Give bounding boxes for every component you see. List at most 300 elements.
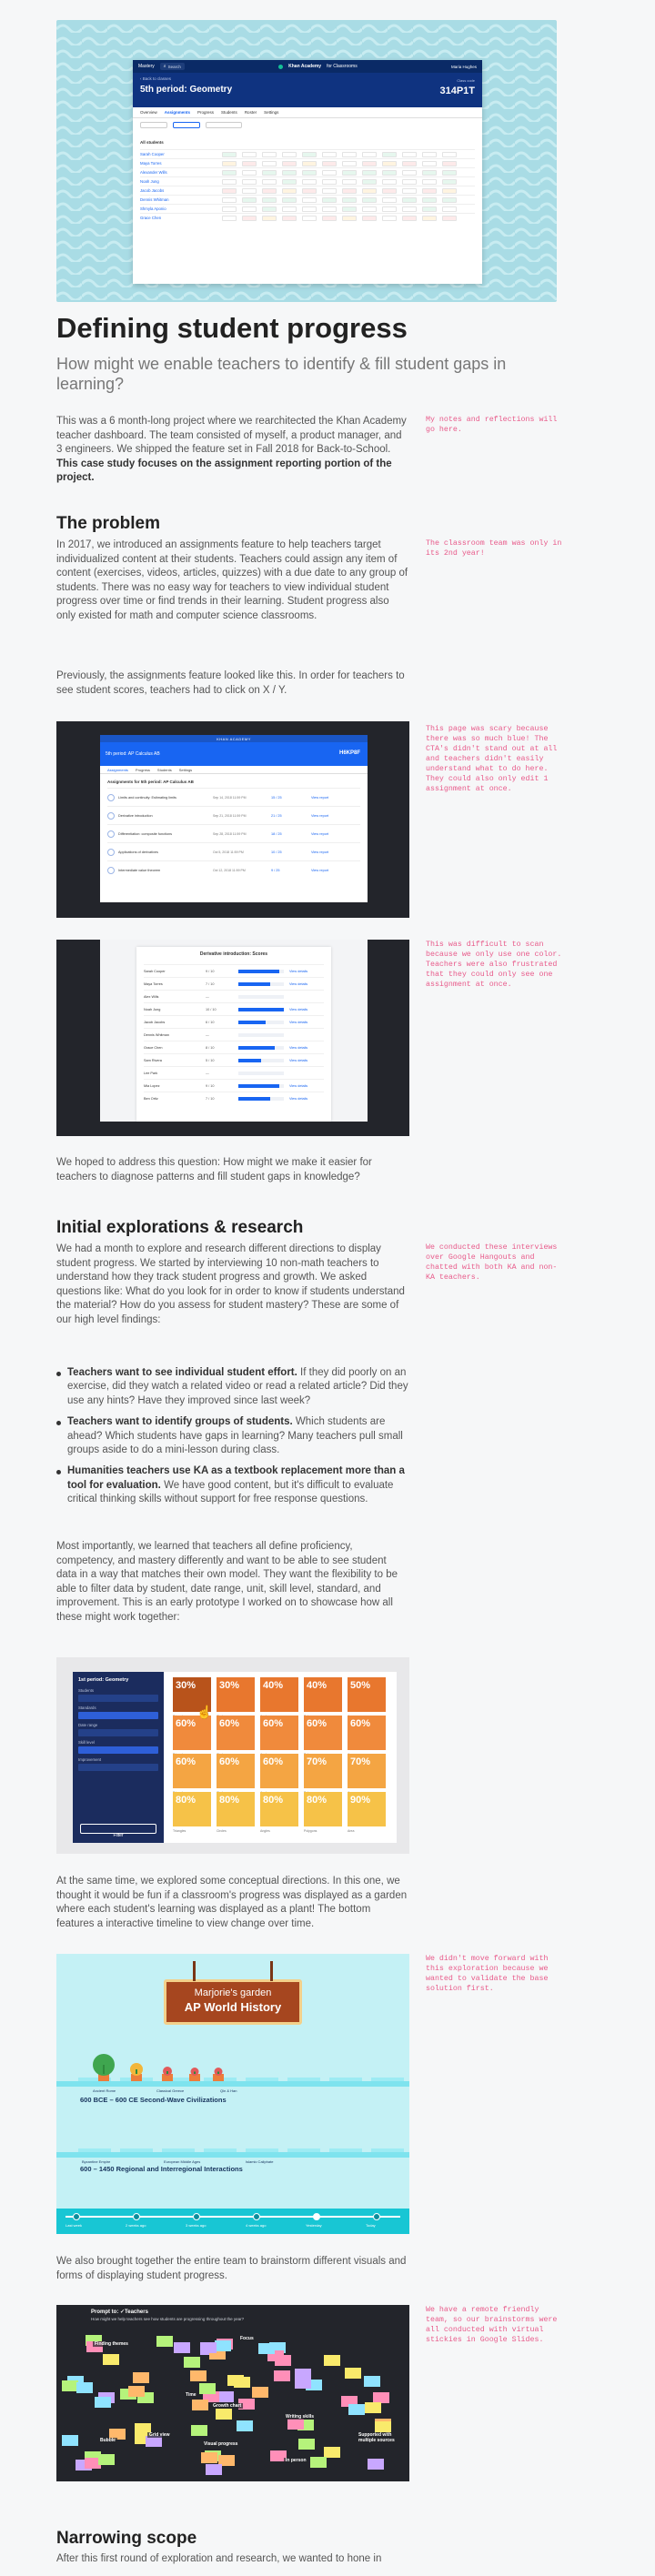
hero-score-cell[interactable] xyxy=(442,170,457,176)
hero-score-cell[interactable] xyxy=(442,197,457,203)
scores-link[interactable]: View details xyxy=(289,1096,308,1101)
hero-score-cell[interactable] xyxy=(342,197,357,203)
screen1-row-link[interactable]: View report xyxy=(311,813,329,818)
hero-score-cell[interactable] xyxy=(362,152,377,157)
prototype-grid-cell[interactable] xyxy=(260,1677,298,1712)
note-problem: The classroom team was only in its 2nd year! xyxy=(426,539,562,558)
hero-score-cell[interactable] xyxy=(442,206,457,212)
prototype-grid-cell[interactable] xyxy=(217,1792,255,1833)
hero-score-cell[interactable] xyxy=(242,197,257,203)
hero-score-cell[interactable] xyxy=(262,170,277,176)
hero-filter-1[interactable] xyxy=(140,122,167,128)
screen1-row-score[interactable]: 10 / 25 xyxy=(271,850,282,854)
hero-student-row[interactable] xyxy=(140,158,475,167)
hero-score-cell[interactable] xyxy=(422,161,437,166)
scores-bar-track xyxy=(238,995,284,999)
hero-student-name[interactable]: Sarah Cooper xyxy=(140,152,165,156)
screen1-row-date: Oct 5, 2018 11:59 PM xyxy=(213,850,244,854)
scores-bar-fill xyxy=(238,1021,266,1024)
hero-student-row[interactable] xyxy=(140,186,475,195)
hero-score-cell[interactable] xyxy=(382,161,397,166)
screen1-logo: KHAN ACADEMY xyxy=(217,736,251,741)
hero-score-cell[interactable] xyxy=(262,216,277,221)
screen1-row-score[interactable]: 9 / 25 xyxy=(271,868,280,872)
scores-student: Sam Rivera xyxy=(144,1058,162,1062)
scores-bar-fill xyxy=(238,970,279,973)
screen1-row-link[interactable]: View report xyxy=(311,868,329,872)
hero-score-cell[interactable] xyxy=(362,206,377,212)
scores-student: Lee Park xyxy=(144,1071,158,1075)
prototype-grid-cell[interactable] xyxy=(260,1754,298,1788)
hero-score-cell[interactable] xyxy=(362,197,377,203)
hero-nav-mastery[interactable]: Mastery xyxy=(138,64,155,69)
hero-user[interactable]: Maria Hughes xyxy=(450,64,477,69)
hero-score-cell[interactable] xyxy=(382,188,397,194)
garden-bed xyxy=(287,2078,320,2081)
screen1-row[interactable] xyxy=(107,788,360,806)
ka-logo-icon xyxy=(278,65,283,69)
scores-bar-track xyxy=(238,1084,284,1088)
brainstorm-label: Supported with multiple sources xyxy=(357,2432,409,2443)
scores-link[interactable]: View details xyxy=(289,1020,308,1024)
assignment-icon xyxy=(107,849,115,856)
prototype-cell-caption: Polygons xyxy=(304,1829,317,1833)
scores-bar-fill xyxy=(238,1059,261,1062)
scores-bar-track xyxy=(238,1021,284,1024)
scores-value: 7 / 10 xyxy=(206,1096,215,1101)
scores-bar-track xyxy=(238,1046,284,1050)
prototype-grid-cell[interactable] xyxy=(304,1677,342,1712)
old-scores-window xyxy=(100,940,368,1122)
hero-score-cell[interactable] xyxy=(382,179,397,185)
brainstorm-label: Bubble xyxy=(100,2438,116,2443)
prototype-grid-cell[interactable] xyxy=(348,1716,386,1750)
hero-student-name[interactable]: Alexander Wills xyxy=(140,170,167,175)
scores-link[interactable]: View details xyxy=(289,1045,308,1050)
screen1-row-link[interactable]: View report xyxy=(311,795,329,800)
hero-student-row[interactable] xyxy=(140,176,475,186)
brainstorm-prompt-title: Prompt to: ✓Teachers xyxy=(91,2309,148,2315)
scores-link[interactable]: View details xyxy=(289,969,308,973)
garden-plant-label: Ancient Rome xyxy=(93,2088,116,2093)
timeline-dot[interactable] xyxy=(253,2213,260,2220)
intro-bold: This case study focuses on the assignment reporting portion of the project. xyxy=(56,458,392,484)
prototype-filter-select[interactable] xyxy=(78,1764,158,1771)
scores-student: Dennis Whitman xyxy=(144,1032,169,1037)
hero-student-row[interactable] xyxy=(140,213,475,222)
scores-value: 9 / 10 xyxy=(206,1083,215,1088)
garden-plant-label: European Middle Ages xyxy=(164,2159,201,2164)
sticky-note xyxy=(365,2402,381,2413)
hero-score-cell[interactable] xyxy=(282,152,297,157)
hero-score-cell[interactable] xyxy=(302,170,317,176)
prototype-grid-cell[interactable] xyxy=(260,1792,298,1833)
hero-score-cell[interactable] xyxy=(322,216,337,221)
sticky-note xyxy=(368,2459,384,2470)
prototype-cell-value: 90% xyxy=(350,1795,371,1806)
hero-score-cell[interactable] xyxy=(382,197,397,203)
hero-score-cell[interactable] xyxy=(222,170,237,176)
hero-student-row[interactable] xyxy=(140,195,475,204)
screen1-class-name: 5th period: AP Calculus AB xyxy=(106,751,160,757)
scores-row[interactable] xyxy=(144,964,324,977)
prototype-grid-cell[interactable] xyxy=(260,1716,298,1750)
scores-row[interactable] xyxy=(144,1028,324,1041)
scores-row[interactable] xyxy=(144,1002,324,1015)
prototype-cell-value: 30% xyxy=(176,1680,196,1691)
sticky-note xyxy=(200,2342,217,2353)
hero-score-cell[interactable] xyxy=(222,197,237,203)
hero-score-cell[interactable] xyxy=(402,216,417,221)
prototype-grid-cell[interactable] xyxy=(173,1716,211,1750)
scores-value: — xyxy=(206,994,209,999)
screen1-tab[interactable]: Progress xyxy=(135,767,150,772)
hero-score-cell[interactable] xyxy=(402,179,417,185)
prototype-grid-cell[interactable] xyxy=(348,1792,386,1833)
hero-image xyxy=(56,20,557,302)
hero-score-cell[interactable] xyxy=(362,216,377,221)
prototype-grid-cell[interactable] xyxy=(173,1754,211,1788)
hero-score-cell[interactable] xyxy=(382,216,397,221)
sticky-note xyxy=(103,2354,119,2365)
prototype-grid-cell[interactable] xyxy=(217,1754,255,1788)
prototype-grid-cell[interactable] xyxy=(304,1754,342,1788)
screen1-row-title[interactable]: Applications of derivatives xyxy=(118,850,158,854)
hero-tab[interactable]: Progress xyxy=(197,110,215,115)
hero-score-cell[interactable] xyxy=(222,206,237,212)
hero-score-cell[interactable] xyxy=(322,170,337,176)
note-garden: We didn't move forward with this exploration because we wanted to validate the base solution first. xyxy=(426,1955,549,1993)
prototype-grid-row xyxy=(173,1754,391,1788)
hero-score-cell[interactable] xyxy=(422,216,437,221)
scores-row[interactable] xyxy=(144,1041,324,1053)
scores-value: — xyxy=(206,1032,209,1037)
sticky-note xyxy=(215,2340,231,2351)
hero-back-link[interactable]: ‹ Back to classes xyxy=(140,76,172,81)
screen1-row-date: Sep 14, 2018 11:59 PM xyxy=(213,795,247,800)
garden-illustration xyxy=(56,1954,409,2234)
hero-search-label: Search xyxy=(167,64,181,69)
scores-row[interactable] xyxy=(144,1053,324,1066)
hero-score-cell[interactable] xyxy=(262,197,277,203)
timeline-label: 3 weeks ago xyxy=(186,2223,207,2228)
problem-paragraph-2: Previously, the assignments feature looked like this. In order for teachers to see student scores, teachers had to click on X / Y. xyxy=(56,670,405,696)
hero-score-cell[interactable] xyxy=(382,206,397,212)
prototype-filter-label: Standards xyxy=(78,1706,96,1710)
scores-link[interactable]: View details xyxy=(289,1058,308,1062)
old-scores-screenshot xyxy=(56,940,409,1136)
brainstorm-stickies xyxy=(56,2305,409,2481)
hero-score-cell[interactable] xyxy=(242,152,257,157)
hero-score-cell[interactable] xyxy=(322,206,337,212)
screen1-tab[interactable]: Students xyxy=(156,767,172,772)
prototype-cell-caption: Circles xyxy=(217,1829,227,1833)
hero-score-cell[interactable] xyxy=(442,161,457,166)
hero-score-cell[interactable] xyxy=(402,170,417,176)
hero-score-cell[interactable] xyxy=(282,161,297,166)
scores-student: Sarah Cooper xyxy=(144,969,166,973)
prototype-grid xyxy=(173,1677,391,1833)
screen1-row[interactable] xyxy=(107,842,360,860)
hero-score-cell[interactable] xyxy=(222,161,237,166)
scores-link[interactable]: View details xyxy=(289,1007,308,1011)
hero-student-row[interactable] xyxy=(140,167,475,176)
hero-score-cell[interactable] xyxy=(402,152,417,157)
prototype-grid-cell[interactable] xyxy=(217,1677,255,1712)
hero-student-row[interactable] xyxy=(140,149,475,158)
hero-score-cell[interactable] xyxy=(282,179,297,185)
hero-score-cell[interactable] xyxy=(362,161,377,166)
hero-score-cell[interactable] xyxy=(222,216,237,221)
hero-score-cell[interactable] xyxy=(422,197,437,203)
heading-explorations: Initial explorations & research xyxy=(56,1218,304,1237)
hero-score-cell[interactable] xyxy=(322,179,337,185)
screen1-row-link[interactable]: View report xyxy=(311,831,329,836)
scores-row[interactable] xyxy=(144,1066,324,1079)
hero-score-cell[interactable] xyxy=(422,188,437,194)
hero-score-cell[interactable] xyxy=(342,170,357,176)
hero-score-cell[interactable] xyxy=(422,152,437,157)
hero-score-cell[interactable] xyxy=(362,179,377,185)
hero-score-cell[interactable] xyxy=(262,179,277,185)
scores-row[interactable] xyxy=(144,977,324,990)
hero-student-name[interactable]: Maya Torres xyxy=(140,161,162,166)
old-assignments-window xyxy=(100,735,368,902)
hero-score-cell[interactable] xyxy=(282,216,297,221)
hero-score-cell[interactable] xyxy=(442,188,457,194)
screen1-row-score[interactable]: 18 / 25 xyxy=(271,831,282,836)
hero-student-name[interactable]: Grace Chen xyxy=(140,216,162,220)
timeline-dot[interactable] xyxy=(313,2213,320,2220)
hero-score-cell[interactable] xyxy=(302,188,317,194)
prototype-filter-select[interactable] xyxy=(78,1729,158,1736)
scores-bar-track xyxy=(238,970,284,973)
sticky-note xyxy=(133,2372,149,2383)
prototype-cell-value: 50% xyxy=(350,1680,371,1691)
prototype-filter-select[interactable] xyxy=(78,1746,158,1754)
hero-student-name[interactable]: Shmyla Aponio xyxy=(140,206,166,211)
garden-sign-top: Marjorie's garden xyxy=(194,1987,272,1998)
screen1-code: H6KP8F xyxy=(338,750,360,756)
screen1-row-score[interactable]: 15 / 25 xyxy=(271,795,282,800)
timeline-label: Today xyxy=(366,2223,376,2228)
hero-score-cell[interactable] xyxy=(342,179,357,185)
hero-score-cell[interactable] xyxy=(262,188,277,194)
hero-tab[interactable]: Assignments xyxy=(164,110,191,115)
screen1-tab[interactable]: Settings xyxy=(178,767,193,772)
prototype-filter-button[interactable] xyxy=(80,1824,156,1838)
prototype-grid-cell[interactable] xyxy=(304,1716,342,1750)
hero-score-cell[interactable] xyxy=(242,170,257,176)
hero-score-cell[interactable] xyxy=(422,179,437,185)
scores-link[interactable]: View details xyxy=(289,1083,308,1088)
finding-text: Which students are ahead? Which students have gaps in learning? Many teachers pull small groups aside to do a mini-lesson during class. xyxy=(67,1416,403,1456)
sticky-note xyxy=(156,2336,173,2347)
scores-bar-fill xyxy=(238,982,270,986)
timeline-dot[interactable] xyxy=(133,2213,140,2220)
hero-score-cell[interactable] xyxy=(362,188,377,194)
hero-score-cell[interactable] xyxy=(342,161,357,166)
hero-score-cell[interactable] xyxy=(402,161,417,166)
screen1-row-score[interactable]: 21 / 25 xyxy=(271,813,282,818)
scores-link[interactable]: View details xyxy=(289,981,308,986)
scores-row[interactable] xyxy=(144,990,324,1002)
hero-student-name[interactable]: Jacob Jacobs xyxy=(140,188,165,193)
prototype-filter-select[interactable] xyxy=(78,1695,158,1702)
scores-value: 9 / 10 xyxy=(206,969,215,973)
garden-bed xyxy=(162,2148,195,2152)
hero-score-cell[interactable] xyxy=(302,179,317,185)
hero-score-cell[interactable] xyxy=(322,197,337,203)
screen1-tab[interactable]: Assignments xyxy=(107,767,128,772)
hero-score-cell[interactable] xyxy=(242,179,257,185)
scores-bar-track xyxy=(238,1072,284,1075)
screen1-row-link[interactable]: View report xyxy=(311,850,329,854)
scores-row[interactable] xyxy=(144,1079,324,1092)
garden-ground-strip xyxy=(56,2081,409,2087)
hero-class-code-label: Class code xyxy=(457,78,475,83)
hero-score-cell[interactable] xyxy=(242,216,257,221)
hero-score-cell[interactable] xyxy=(222,179,237,185)
prototype-grid-cell[interactable] xyxy=(348,1677,386,1712)
prototype-cell-value: 30% xyxy=(219,1680,240,1691)
prototype-grid-cell[interactable] xyxy=(304,1792,342,1833)
hero-score-cell[interactable] xyxy=(222,152,237,157)
sticky-note xyxy=(258,2343,275,2354)
assignment-icon xyxy=(107,812,115,820)
prototype-cell-caption: Angles xyxy=(260,1829,270,1833)
hero-filter-2[interactable] xyxy=(173,122,200,128)
prototype-grid-cell[interactable] xyxy=(348,1754,386,1788)
timeline-label: 4 weeks ago xyxy=(246,2223,267,2228)
brainstorm-prompt-body: How might we help teachers see how students are progressing throughout the year? xyxy=(91,2317,245,2321)
garden-bed xyxy=(371,2148,404,2152)
hero-score-cell[interactable] xyxy=(302,161,317,166)
scores-bar-track xyxy=(238,1097,284,1101)
prototype-cell-caption: Triangles xyxy=(173,1829,186,1833)
hero-score-cell[interactable] xyxy=(262,152,277,157)
hero-tab[interactable]: Settings xyxy=(264,110,279,115)
hero-score-cell[interactable] xyxy=(442,179,457,185)
prototype-cell-value: 60% xyxy=(176,1756,196,1767)
timeline-dot[interactable] xyxy=(73,2213,80,2220)
hero-score-cell[interactable] xyxy=(342,188,357,194)
hero-score-cell[interactable] xyxy=(422,170,437,176)
screen1-row[interactable] xyxy=(107,824,360,842)
finding-item xyxy=(56,1415,409,1457)
hero-score-cell[interactable] xyxy=(242,188,257,194)
hero-score-cell[interactable] xyxy=(302,206,317,212)
hero-score-cell[interactable] xyxy=(362,170,377,176)
garden-era-1: 600 BCE – 600 CE Second-Wave Civilizations xyxy=(80,2096,227,2104)
prototype-cell-value: 60% xyxy=(176,1718,196,1729)
prototype-grid-cell[interactable] xyxy=(173,1792,211,1833)
hero-score-cell[interactable] xyxy=(442,216,457,221)
hero-score-cell[interactable] xyxy=(342,216,357,221)
hero-tab[interactable]: Roster xyxy=(244,110,257,115)
brainstorm-label: In person xyxy=(286,2458,307,2463)
prototype-cell-value: 80% xyxy=(263,1795,284,1806)
sticky-note xyxy=(98,2454,115,2465)
sticky-note xyxy=(324,2355,340,2366)
screen1-row-title[interactable]: Differentiation: composite functions xyxy=(118,831,173,836)
hero-score-cell[interactable] xyxy=(322,161,337,166)
finding-bold: Teachers want to see individual student effort. xyxy=(67,1367,297,1378)
hero-score-cell[interactable] xyxy=(262,161,277,166)
prototype-grid-cell[interactable] xyxy=(217,1716,255,1750)
screen1-row-title[interactable]: Limits and continuity: Estimating limits xyxy=(118,795,176,800)
screen1-row[interactable] xyxy=(107,860,360,879)
hero-tabs xyxy=(133,107,482,118)
hero-student-rows xyxy=(140,149,475,222)
sticky-note xyxy=(206,2464,222,2475)
hero-student-row[interactable] xyxy=(140,204,475,213)
hero-class-name: 5th period: Geometry xyxy=(140,85,233,95)
hero-search[interactable] xyxy=(160,63,185,70)
hero-score-cell[interactable] xyxy=(242,161,257,166)
hero-score-cell[interactable] xyxy=(302,216,317,221)
garden-era-2: 600 – 1450 Regional and Interregional Interactions xyxy=(80,2165,243,2173)
prototype-filter-label: Improvement xyxy=(78,1757,102,1762)
hero-logo-for: for Classrooms xyxy=(327,64,358,69)
prototype-filter-select[interactable] xyxy=(78,1712,158,1719)
hero-score-cell[interactable] xyxy=(262,206,277,212)
hero-score-cell[interactable] xyxy=(402,197,417,203)
screen1-row-title[interactable]: Intermediate value theorem xyxy=(118,868,161,872)
scores-row[interactable] xyxy=(144,1015,324,1028)
garden-bed xyxy=(371,2078,404,2081)
hero-score-cell[interactable] xyxy=(322,152,337,157)
hero-score-cell[interactable] xyxy=(282,206,297,212)
hero-score-cell[interactable] xyxy=(322,188,337,194)
hero-score-cell[interactable] xyxy=(342,152,357,157)
hero-tab[interactable]: Overview xyxy=(140,110,157,115)
timeline-label: Yesterday xyxy=(306,2223,322,2228)
hero-score-cell[interactable] xyxy=(442,152,457,157)
sticky-note xyxy=(199,2383,216,2394)
hero-score-cell[interactable] xyxy=(342,206,357,212)
brainstorm-paragraph: We also brought together the entire team to brainstorm different visuals and forms of displaying student progress. xyxy=(56,2256,407,2281)
hero-score-cell[interactable] xyxy=(382,170,397,176)
hero-tab[interactable]: Students xyxy=(221,110,237,115)
hero-score-cell[interactable] xyxy=(402,188,417,194)
hero-score-cell[interactable] xyxy=(222,188,237,194)
finding-bold: Teachers want to identify groups of students. xyxy=(67,1416,293,1428)
prototype-window xyxy=(73,1672,397,1843)
screen1-row-title[interactable]: Derivative introduction xyxy=(118,813,153,818)
problem-paragraph-1: In 2017, we introduced an assignments feature to help teachers target individualized content at their students. Teachers could assign any item of content (exercises, videos, articles, quizzes) with a due date to any group of students. There was no easy way for teachers to view individual student progress over time or find trends in their learning. Student progress also only existed for math and computer science classrooms. xyxy=(56,539,408,621)
scores-row[interactable] xyxy=(144,1092,324,1104)
garden-plant-label: Islamic Caliphate xyxy=(246,2159,274,2164)
hero-score-cell[interactable] xyxy=(282,170,297,176)
hero-score-cell[interactable] xyxy=(302,197,317,203)
screen1-row[interactable] xyxy=(107,806,360,824)
hero-score-cell[interactable] xyxy=(382,152,397,157)
hero-score-cell[interactable] xyxy=(302,152,317,157)
garden-timeline[interactable] xyxy=(56,2209,409,2234)
hero-score-cell[interactable] xyxy=(422,206,437,212)
hero-score-cell[interactable] xyxy=(242,206,257,212)
hero-filter-3[interactable] xyxy=(206,122,242,128)
hero-score-cell[interactable] xyxy=(282,197,297,203)
hero-score-cell[interactable] xyxy=(282,188,297,194)
hero-student-name[interactable]: Dennis Whitman xyxy=(140,197,169,202)
timeline-dot[interactable] xyxy=(193,2213,200,2220)
hero-student-name[interactable]: Noah Jung xyxy=(140,179,159,184)
narrow-paragraph: After this first round of exploration and research, we wanted to hone in xyxy=(56,2553,382,2564)
timeline-dot[interactable] xyxy=(373,2213,380,2220)
hero-score-cell[interactable] xyxy=(402,206,417,212)
